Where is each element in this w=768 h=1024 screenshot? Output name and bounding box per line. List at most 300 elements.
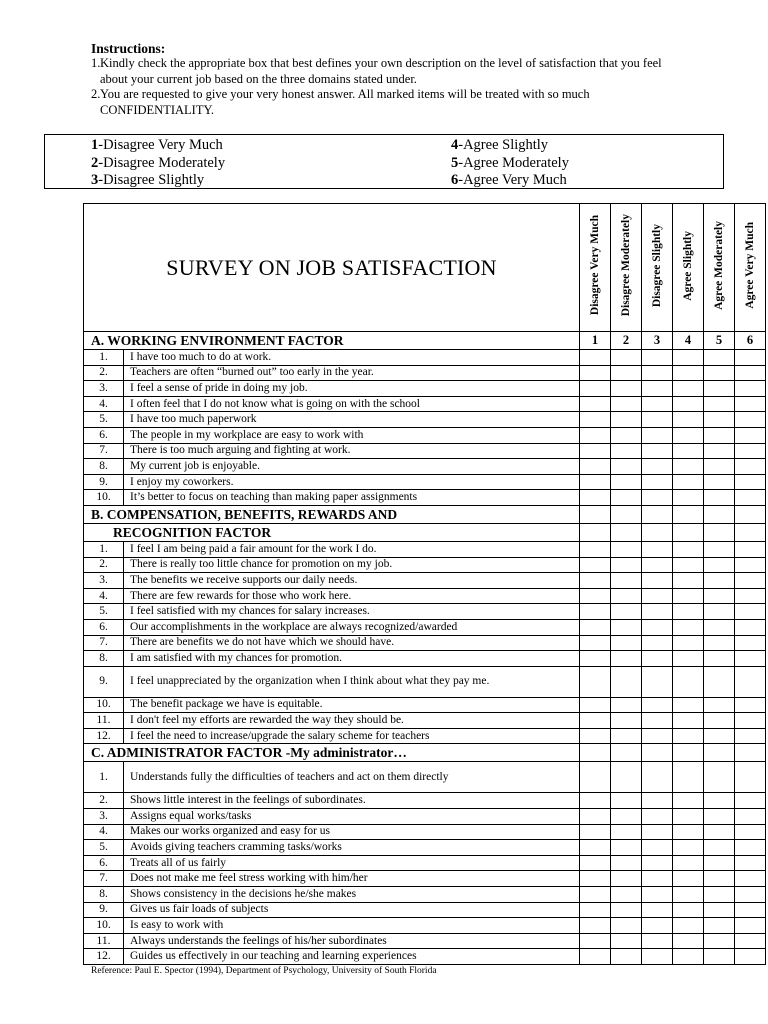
rating-checkbox[interactable] xyxy=(580,809,611,825)
rating-checkbox[interactable] xyxy=(580,381,611,397)
survey-table xyxy=(83,203,766,965)
rating-checkbox[interactable] xyxy=(735,902,766,918)
legend-item xyxy=(91,137,223,155)
rating-checkbox[interactable] xyxy=(611,412,642,428)
question-text: Treats all of us fairly xyxy=(124,855,580,871)
rating-checkbox[interactable] xyxy=(642,541,673,557)
rating-checkbox[interactable] xyxy=(580,490,611,506)
rating-checkbox[interactable] xyxy=(735,635,766,651)
question-text: My current job is enjoyable. xyxy=(124,459,580,475)
rating-checkbox[interactable] xyxy=(704,573,735,589)
rating-checkbox[interactable] xyxy=(611,588,642,604)
question-text: There is too much arguing and fighting at work. xyxy=(124,443,580,459)
rating-checkbox[interactable] xyxy=(611,396,642,412)
rating-checkbox[interactable] xyxy=(642,855,673,871)
column-header xyxy=(673,204,704,332)
rating-checkbox[interactable] xyxy=(735,809,766,825)
rating-checkbox[interactable] xyxy=(704,541,735,557)
rating-checkbox[interactable] xyxy=(611,713,642,729)
question-row xyxy=(84,809,766,825)
rating-checkbox[interactable] xyxy=(611,557,642,573)
rating-checkbox[interactable] xyxy=(704,557,735,573)
question-number: 11. xyxy=(84,713,124,729)
rating-checkbox[interactable] xyxy=(580,635,611,651)
rating-checkbox[interactable] xyxy=(642,713,673,729)
rating-checkbox[interactable] xyxy=(642,651,673,667)
rating-checkbox[interactable] xyxy=(673,490,704,506)
rating-checkbox[interactable] xyxy=(642,350,673,366)
rating-checkbox[interactable] xyxy=(611,809,642,825)
rating-checkbox[interactable] xyxy=(642,840,673,856)
instruction-text: Kindly check the appropriate box that best defines your own description on the level of satisfaction that you feel about your current job based on the three domains stated under. xyxy=(100,56,662,86)
rating-checkbox[interactable] xyxy=(704,902,735,918)
question-row xyxy=(84,762,766,793)
rating-checkbox[interactable] xyxy=(642,427,673,443)
rating-checkbox[interactable] xyxy=(611,604,642,620)
question-number: 10. xyxy=(84,490,124,506)
rating-checkbox[interactable] xyxy=(704,505,735,523)
rating-checkbox[interactable] xyxy=(642,474,673,490)
rating-checkbox[interactable] xyxy=(673,350,704,366)
rating-checkbox[interactable] xyxy=(704,604,735,620)
rating-checkbox[interactable] xyxy=(673,381,704,397)
rating-checkbox[interactable] xyxy=(735,949,766,965)
rating-checkbox[interactable] xyxy=(642,902,673,918)
column-header-label: Agree Moderately xyxy=(712,221,725,310)
rating-checkbox[interactable] xyxy=(642,871,673,887)
legend-label: -Disagree Slightly xyxy=(98,172,205,188)
rating-checkbox[interactable] xyxy=(735,350,766,366)
rating-checkbox[interactable] xyxy=(673,840,704,856)
rating-checkbox[interactable] xyxy=(704,840,735,856)
rating-checkbox[interactable] xyxy=(580,541,611,557)
rating-checkbox[interactable] xyxy=(735,855,766,871)
rating-checkbox[interactable] xyxy=(704,824,735,840)
rating-checkbox[interactable] xyxy=(611,918,642,934)
question-text: It’s better to focus on teaching than making paper assignments xyxy=(124,490,580,506)
rating-checkbox[interactable] xyxy=(735,871,766,887)
rating-checkbox[interactable] xyxy=(611,474,642,490)
rating-checkbox[interactable] xyxy=(673,887,704,903)
legend-label: -Agree Moderately xyxy=(458,154,569,171)
rating-checkbox[interactable] xyxy=(580,824,611,840)
rating-checkbox[interactable] xyxy=(611,666,642,697)
rating-checkbox[interactable] xyxy=(642,666,673,697)
question-row xyxy=(84,728,766,744)
rating-checkbox[interactable] xyxy=(611,728,642,744)
rating-checkbox[interactable] xyxy=(642,793,673,809)
rating-checkbox[interactable] xyxy=(735,840,766,856)
rating-checkbox[interactable] xyxy=(704,728,735,744)
rating-checkbox[interactable] xyxy=(673,793,704,809)
question-text: The benefits we receive supports our daily needs. xyxy=(124,573,580,589)
rating-checkbox[interactable] xyxy=(611,855,642,871)
rating-checkbox[interactable] xyxy=(704,490,735,506)
rating-checkbox[interactable] xyxy=(704,474,735,490)
rating-checkbox[interactable] xyxy=(673,459,704,475)
rating-checkbox[interactable] xyxy=(673,541,704,557)
rating-checkbox[interactable] xyxy=(673,918,704,934)
rating-checkbox[interactable] xyxy=(704,697,735,713)
rating-checkbox[interactable] xyxy=(611,573,642,589)
rating-checkbox[interactable] xyxy=(735,918,766,934)
rating-checkbox[interactable] xyxy=(580,459,611,475)
section-heading-text: B. COMPENSATION, BENEFITS, REWARDS AND xyxy=(91,506,398,522)
question-row xyxy=(84,474,766,490)
rating-checkbox[interactable] xyxy=(580,443,611,459)
rating-checkbox[interactable] xyxy=(580,793,611,809)
rating-checkbox[interactable] xyxy=(704,459,735,475)
rating-checkbox[interactable] xyxy=(642,887,673,903)
rating-checkbox[interactable] xyxy=(735,697,766,713)
section-heading-text: A. WORKING ENVIRONMENT FACTOR xyxy=(91,333,344,348)
rating-checkbox[interactable] xyxy=(611,350,642,366)
rating-checkbox[interactable] xyxy=(673,396,704,412)
rating-checkbox[interactable] xyxy=(611,459,642,475)
question-number: 9. xyxy=(84,902,124,918)
rating-checkbox[interactable] xyxy=(580,697,611,713)
question-number: 4. xyxy=(84,396,124,412)
question-number: 9. xyxy=(84,474,124,490)
rating-checkbox[interactable] xyxy=(642,505,673,523)
question-text: The benefit package we have is equitable. xyxy=(124,697,580,713)
rating-checkbox[interactable] xyxy=(580,666,611,697)
rating-checkbox[interactable] xyxy=(735,651,766,667)
rating-checkbox[interactable] xyxy=(642,697,673,713)
rating-checkbox[interactable] xyxy=(735,573,766,589)
rating-checkbox[interactable] xyxy=(580,933,611,949)
rating-checkbox[interactable] xyxy=(704,949,735,965)
question-row xyxy=(84,490,766,506)
rating-checkbox[interactable] xyxy=(611,381,642,397)
rating-checkbox[interactable] xyxy=(580,505,611,523)
rating-checkbox[interactable] xyxy=(580,412,611,428)
rating-checkbox[interactable] xyxy=(611,887,642,903)
rating-checkbox[interactable] xyxy=(673,824,704,840)
rating-checkbox[interactable] xyxy=(611,651,642,667)
rating-checkbox[interactable] xyxy=(673,443,704,459)
instruction-text: You are requested to give your very honest answer. All marked items will be treated with so much CONFIDENTIALITY. xyxy=(100,87,590,117)
rating-checkbox[interactable] xyxy=(580,728,611,744)
rating-checkbox[interactable] xyxy=(673,666,704,697)
section-heading xyxy=(84,332,580,350)
rating-checkbox[interactable] xyxy=(735,604,766,620)
rating-checkbox[interactable] xyxy=(611,541,642,557)
question-row xyxy=(84,443,766,459)
legend-item xyxy=(451,172,567,190)
rating-checkbox[interactable] xyxy=(673,728,704,744)
rating-checkbox[interactable] xyxy=(704,523,735,541)
question-row xyxy=(84,824,766,840)
rating-checkbox[interactable] xyxy=(642,933,673,949)
rating-checkbox[interactable] xyxy=(704,887,735,903)
rating-checkbox[interactable] xyxy=(611,949,642,965)
rating-checkbox[interactable] xyxy=(580,365,611,381)
rating-checkbox[interactable] xyxy=(580,573,611,589)
question-number: 5. xyxy=(84,604,124,620)
rating-checkbox[interactable] xyxy=(735,541,766,557)
rating-checkbox[interactable] xyxy=(611,505,642,523)
rating-checkbox[interactable] xyxy=(673,933,704,949)
question-row xyxy=(84,350,766,366)
instruction-number: 2. xyxy=(91,87,101,101)
rating-checkbox[interactable] xyxy=(704,713,735,729)
question-text: I have too much paperwork xyxy=(124,412,580,428)
rating-checkbox[interactable] xyxy=(673,809,704,825)
rating-checkbox[interactable] xyxy=(735,887,766,903)
section-heading-text: C. ADMINISTRATOR FACTOR -My administrator… xyxy=(91,745,407,761)
rating-checkbox[interactable] xyxy=(735,728,766,744)
question-row xyxy=(84,713,766,729)
rating-checkbox[interactable] xyxy=(580,396,611,412)
question-text: I feel I am being paid a fair amount for the work I do. xyxy=(124,541,580,557)
rating-checkbox[interactable] xyxy=(673,871,704,887)
rating-checkbox[interactable] xyxy=(704,762,735,793)
rating-checkbox[interactable] xyxy=(735,588,766,604)
rating-checkbox[interactable] xyxy=(735,793,766,809)
rating-checkbox[interactable] xyxy=(642,459,673,475)
rating-checkbox[interactable] xyxy=(704,412,735,428)
rating-checkbox[interactable] xyxy=(642,490,673,506)
rating-checkbox[interactable] xyxy=(580,523,611,541)
section-header-row xyxy=(84,332,766,350)
rating-checkbox[interactable] xyxy=(704,365,735,381)
rating-checkbox[interactable] xyxy=(580,744,611,762)
rating-checkbox[interactable] xyxy=(580,949,611,965)
rating-checkbox[interactable] xyxy=(673,713,704,729)
rating-checkbox[interactable] xyxy=(735,412,766,428)
rating-checkbox[interactable] xyxy=(735,619,766,635)
rating-checkbox[interactable] xyxy=(704,744,735,762)
rating-checkbox[interactable] xyxy=(673,762,704,793)
question-row xyxy=(84,573,766,589)
question-text: I feel a sense of pride in doing my job. xyxy=(124,381,580,397)
rating-checkbox[interactable] xyxy=(735,474,766,490)
rating-checkbox[interactable] xyxy=(704,855,735,871)
rating-checkbox[interactable] xyxy=(735,824,766,840)
rating-checkbox[interactable] xyxy=(735,443,766,459)
rating-checkbox[interactable] xyxy=(704,933,735,949)
rating-checkbox[interactable] xyxy=(611,523,642,541)
question-row xyxy=(84,604,766,620)
rating-checkbox[interactable] xyxy=(735,490,766,506)
column-header xyxy=(642,204,673,332)
rating-checkbox[interactable] xyxy=(735,459,766,475)
rating-checkbox[interactable] xyxy=(704,427,735,443)
rating-checkbox[interactable] xyxy=(704,381,735,397)
section-header-row xyxy=(84,523,766,541)
question-number: 5. xyxy=(84,840,124,856)
question-text: Is easy to work with xyxy=(124,918,580,934)
rating-checkbox[interactable] xyxy=(611,824,642,840)
rating-checkbox[interactable] xyxy=(580,713,611,729)
rating-checkbox[interactable] xyxy=(611,840,642,856)
rating-checkbox[interactable] xyxy=(642,588,673,604)
rating-checkbox[interactable] xyxy=(580,588,611,604)
rating-checkbox[interactable] xyxy=(673,855,704,871)
question-row xyxy=(84,588,766,604)
rating-checkbox[interactable] xyxy=(580,604,611,620)
legend-number: 5 xyxy=(451,154,459,171)
rating-checkbox[interactable] xyxy=(580,350,611,366)
rating-checkbox[interactable] xyxy=(611,871,642,887)
rating-checkbox[interactable] xyxy=(642,412,673,428)
question-row xyxy=(84,635,766,651)
rating-checkbox[interactable] xyxy=(611,427,642,443)
rating-checkbox[interactable] xyxy=(580,871,611,887)
legend-number: 6 xyxy=(451,172,459,188)
question-row xyxy=(84,396,766,412)
rating-checkbox[interactable] xyxy=(642,443,673,459)
rating-checkbox[interactable] xyxy=(673,651,704,667)
rating-checkbox[interactable] xyxy=(642,918,673,934)
rating-checkbox[interactable] xyxy=(704,809,735,825)
question-row xyxy=(84,871,766,887)
rating-checkbox[interactable] xyxy=(611,443,642,459)
rating-checkbox[interactable] xyxy=(642,557,673,573)
question-text: Guides us effectively in our teaching and learning experiences xyxy=(124,949,580,965)
question-number: 6. xyxy=(84,855,124,871)
rating-checkbox[interactable] xyxy=(642,523,673,541)
rating-checkbox[interactable] xyxy=(611,902,642,918)
question-number: 3. xyxy=(84,381,124,397)
rating-checkbox[interactable] xyxy=(580,918,611,934)
rating-checkbox[interactable] xyxy=(580,855,611,871)
question-number: 2. xyxy=(84,365,124,381)
rating-checkbox[interactable] xyxy=(642,604,673,620)
rating-checkbox[interactable] xyxy=(580,651,611,667)
rating-checkbox[interactable] xyxy=(673,505,704,523)
reference-note: Reference: Paul E. Spector (1994), Department of Psychology, University of South Florida xyxy=(91,966,437,976)
rating-checkbox[interactable] xyxy=(735,505,766,523)
rating-checkbox[interactable] xyxy=(673,949,704,965)
rating-checkbox[interactable] xyxy=(673,604,704,620)
rating-checkbox[interactable] xyxy=(642,365,673,381)
section-heading-cont xyxy=(84,523,580,541)
rating-checkbox[interactable] xyxy=(704,793,735,809)
rating-checkbox[interactable] xyxy=(704,619,735,635)
question-row xyxy=(84,557,766,573)
rating-checkbox[interactable] xyxy=(642,762,673,793)
rating-checkbox[interactable] xyxy=(611,635,642,651)
question-row xyxy=(84,427,766,443)
rating-checkbox[interactable] xyxy=(704,350,735,366)
rating-checkbox[interactable] xyxy=(642,824,673,840)
rating-checkbox[interactable] xyxy=(704,918,735,934)
question-text: Assigns equal works/tasks xyxy=(124,809,580,825)
rating-checkbox[interactable] xyxy=(611,490,642,506)
rating-checkbox[interactable] xyxy=(580,902,611,918)
rating-checkbox[interactable] xyxy=(735,523,766,541)
rating-checkbox[interactable] xyxy=(704,651,735,667)
rating-checkbox[interactable] xyxy=(580,427,611,443)
rating-checkbox[interactable] xyxy=(580,474,611,490)
rating-checkbox[interactable] xyxy=(704,588,735,604)
rating-checkbox[interactable] xyxy=(611,793,642,809)
rating-checkbox[interactable] xyxy=(704,396,735,412)
rating-checkbox[interactable] xyxy=(642,396,673,412)
question-row xyxy=(84,840,766,856)
rating-checkbox[interactable] xyxy=(673,573,704,589)
rating-checkbox[interactable] xyxy=(642,949,673,965)
rating-checkbox[interactable] xyxy=(673,588,704,604)
rating-checkbox[interactable] xyxy=(580,557,611,573)
rating-checkbox[interactable] xyxy=(735,666,766,697)
rating-checkbox[interactable] xyxy=(735,557,766,573)
question-text: There is really too little chance for promotion on my job. xyxy=(124,557,580,573)
rating-checkbox[interactable] xyxy=(580,840,611,856)
rating-checkbox[interactable] xyxy=(704,666,735,697)
rating-checkbox[interactable] xyxy=(611,744,642,762)
rating-checkbox[interactable] xyxy=(735,427,766,443)
instruction-item xyxy=(91,56,691,87)
rating-checkbox[interactable] xyxy=(673,474,704,490)
rating-checkbox[interactable] xyxy=(642,573,673,589)
legend-label: -Disagree Very Much xyxy=(98,137,223,153)
rating-checkbox[interactable] xyxy=(673,635,704,651)
rating-checkbox[interactable] xyxy=(704,871,735,887)
rating-checkbox[interactable] xyxy=(673,365,704,381)
rating-checkbox[interactable] xyxy=(611,365,642,381)
question-number: 1. xyxy=(84,350,124,366)
rating-checkbox[interactable] xyxy=(611,933,642,949)
question-text: Shows consistency in the decisions he/she makes xyxy=(124,887,580,903)
question-number: 9. xyxy=(84,666,124,697)
question-text: I often feel that I do not know what is going on with the school xyxy=(124,396,580,412)
rating-checkbox[interactable] xyxy=(642,619,673,635)
rating-checkbox[interactable] xyxy=(704,635,735,651)
column-header-label: Disagree Very Much xyxy=(588,215,601,316)
rating-checkbox[interactable] xyxy=(673,427,704,443)
rating-checkbox[interactable] xyxy=(580,619,611,635)
rating-checkbox[interactable] xyxy=(735,381,766,397)
rating-checkbox[interactable] xyxy=(735,396,766,412)
section-header-row xyxy=(84,505,766,523)
rating-checkbox[interactable] xyxy=(611,619,642,635)
legend-label: -Disagree Moderately xyxy=(98,154,226,171)
rating-checkbox[interactable] xyxy=(673,412,704,428)
rating-checkbox[interactable] xyxy=(673,619,704,635)
rating-checkbox[interactable] xyxy=(642,381,673,397)
column-header-label: Agree Slightly xyxy=(681,230,694,301)
question-text: There are benefits we do not have which we should have. xyxy=(124,635,580,651)
rating-checkbox[interactable] xyxy=(580,887,611,903)
rating-checkbox[interactable] xyxy=(735,933,766,949)
rating-checkbox[interactable] xyxy=(673,902,704,918)
question-number: 7. xyxy=(84,635,124,651)
question-number: 3. xyxy=(84,573,124,589)
rating-checkbox[interactable] xyxy=(673,697,704,713)
rating-checkbox[interactable] xyxy=(642,744,673,762)
rating-checkbox[interactable] xyxy=(642,728,673,744)
rating-checkbox[interactable] xyxy=(735,762,766,793)
rating-checkbox[interactable] xyxy=(611,697,642,713)
rating-checkbox[interactable] xyxy=(611,762,642,793)
rating-checkbox[interactable] xyxy=(642,635,673,651)
rating-checkbox[interactable] xyxy=(580,762,611,793)
rating-checkbox[interactable] xyxy=(642,809,673,825)
rating-checkbox[interactable] xyxy=(735,365,766,381)
rating-checkbox[interactable] xyxy=(704,443,735,459)
rating-checkbox[interactable] xyxy=(735,744,766,762)
question-row xyxy=(84,651,766,667)
question-number: 2. xyxy=(84,793,124,809)
rating-checkbox[interactable] xyxy=(735,713,766,729)
rating-checkbox[interactable] xyxy=(673,744,704,762)
rating-checkbox[interactable] xyxy=(673,557,704,573)
question-row xyxy=(84,381,766,397)
rating-checkbox[interactable] xyxy=(673,523,704,541)
